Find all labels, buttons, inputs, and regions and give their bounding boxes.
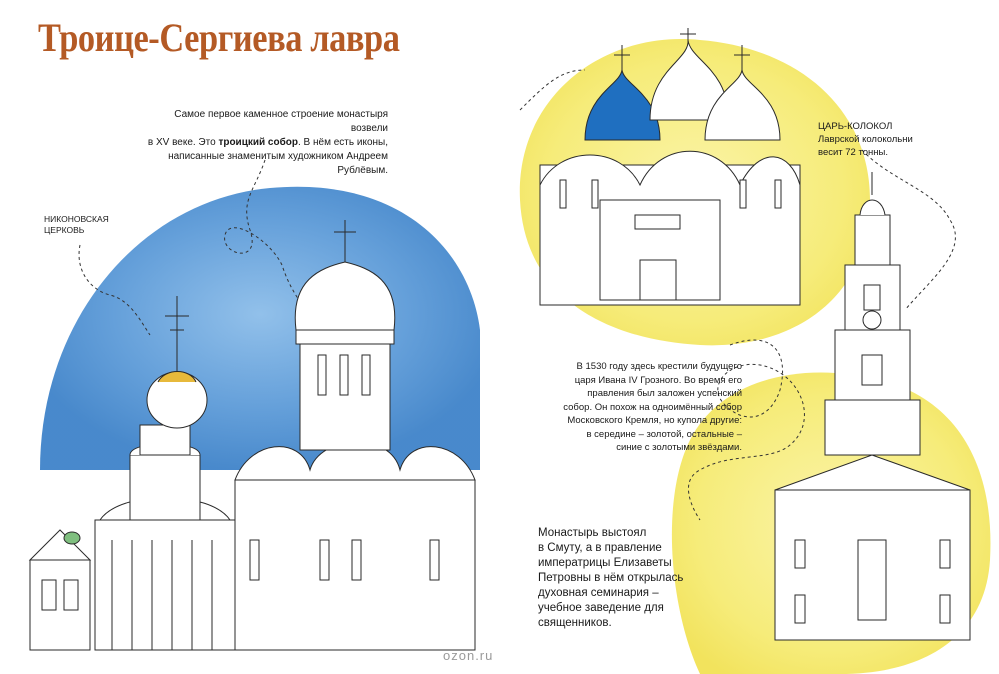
- watermark: ozon.ru: [443, 648, 494, 663]
- caption-line: Самое первое каменное строение монастыря возвели: [174, 109, 388, 134]
- seminary-caption: [538, 526, 688, 631]
- trinity-cathedral-caption: [140, 108, 388, 178]
- caption-text: . В нём есть иконы,: [298, 137, 388, 148]
- nikon-church-caption: [44, 214, 124, 236]
- caption-line: НИКОНОВСКАЯ: [44, 214, 109, 224]
- tsar-bell-caption: [818, 120, 928, 159]
- caption-line: [140, 136, 388, 150]
- assumption-cathedral-caption: [530, 360, 742, 455]
- caption-text: в XV веке. Это: [147, 137, 219, 148]
- caption-line: написанные знаменитым художником Андреем Рублёвым.: [168, 151, 388, 176]
- caption-line: в середине – золотой, остальные –: [586, 428, 742, 440]
- caption-line: в Смуту, а в правление: [538, 542, 662, 554]
- caption-line: весит 72 тонны.: [818, 147, 888, 158]
- caption-line: правления был заложен успенский: [587, 388, 742, 399]
- caption-line: священников.: [538, 617, 612, 629]
- caption-line: ЦАРЬ-КОЛОКОЛ: [818, 121, 893, 132]
- caption-line: Петровны в нём открылась: [538, 572, 684, 584]
- caption-line: ЦЕРКОВЬ: [44, 225, 85, 235]
- caption-line: царя Ивана IV Грозного. Во время его: [574, 374, 742, 386]
- caption-line: собор. Он похож на одноимённый собор: [563, 401, 742, 413]
- caption-line: синие с золотыми звёздами.: [616, 442, 742, 453]
- caption-line: Лаврской колокольни: [818, 134, 913, 145]
- caption-line: Монастырь выстоял: [538, 527, 647, 539]
- caption-line: учебное заведение для: [538, 602, 664, 614]
- caption-line: Московского Кремля, но купола другие:: [567, 415, 742, 426]
- caption-line: В 1530 году здесь крестили будущего: [576, 361, 742, 372]
- caption-line: духовная семинария –: [538, 587, 659, 599]
- caption-line: императрицы Елизаветы: [538, 557, 672, 569]
- caption-highlight: троицкий собор: [218, 137, 298, 148]
- page-title: Троице-Сергиева лавра: [38, 15, 400, 60]
